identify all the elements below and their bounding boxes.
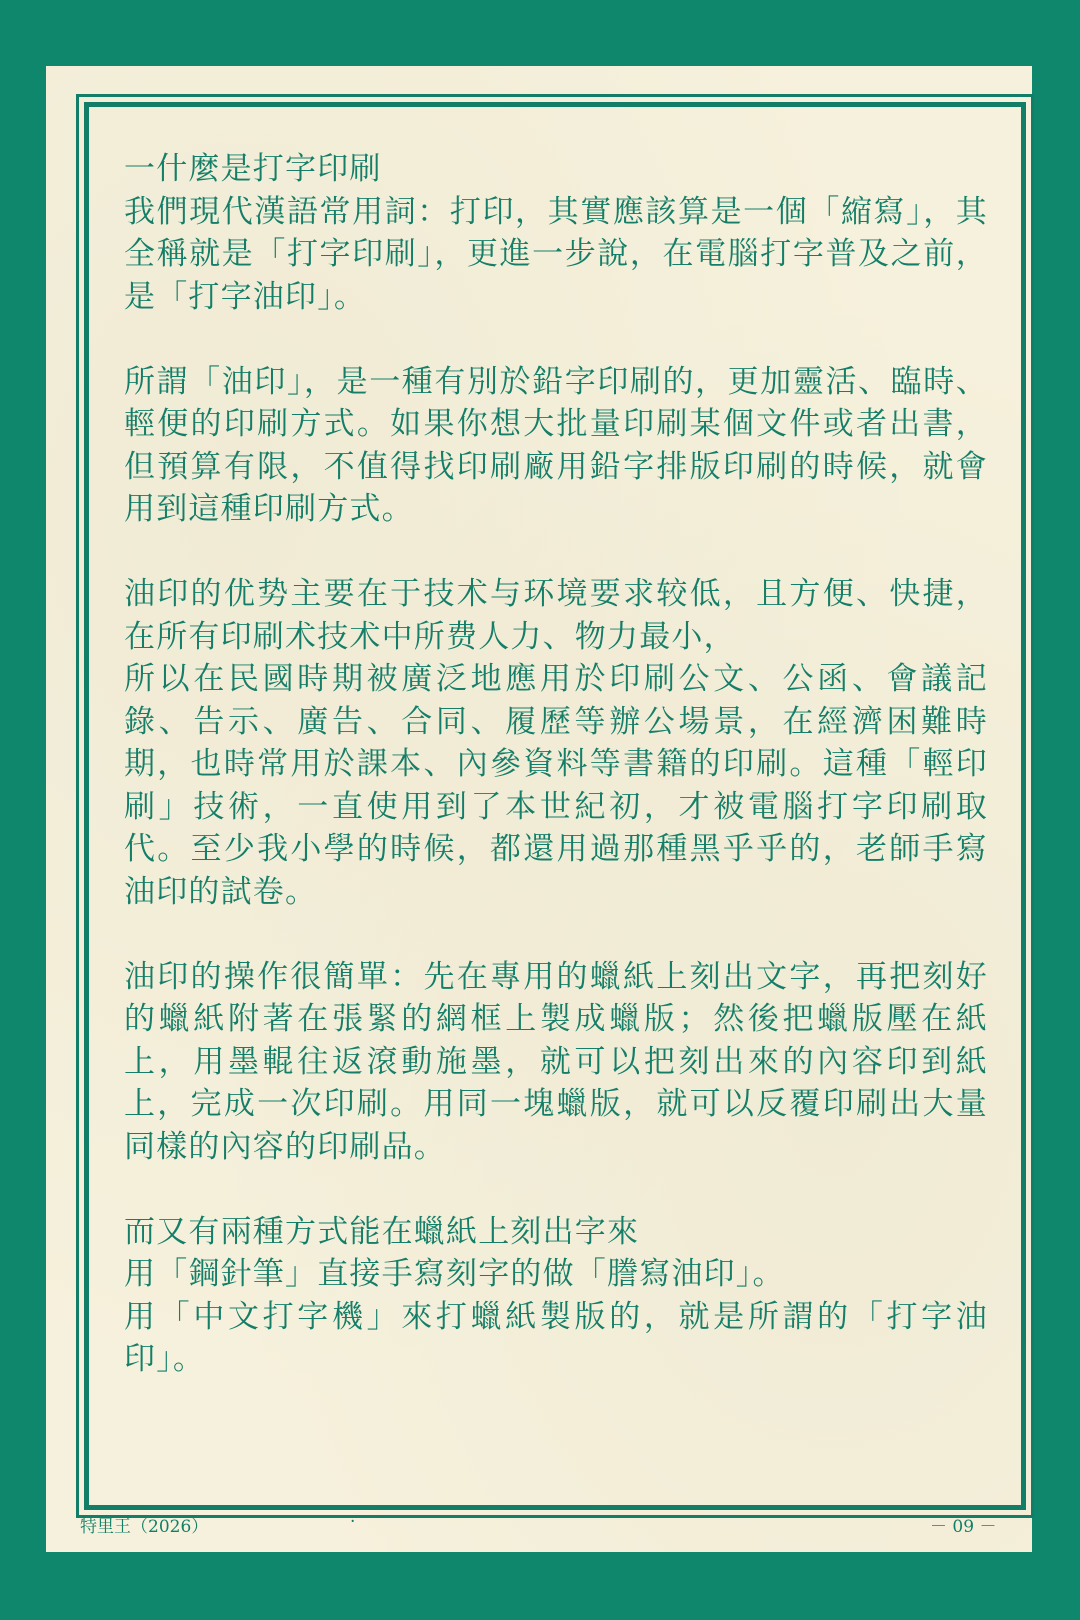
paragraph-line: 用「鋼針筆」直接手寫刻字的做「謄寫油印」。 [124, 1256, 785, 1292]
paragraph [124, 1211, 988, 1381]
article-body [124, 148, 988, 1381]
paragraph-line: 用「中文打字機」來打蠟紙製版的，就是所謂的「打字油印」。 [124, 1298, 988, 1377]
paragraph-line: 我們現代漢語常用詞：打印，其實應該算是一個「縮寫」，其全稱就是「打字印刷」，更進一步說，在電腦打字普及之前，是「打字油印」。 [124, 193, 988, 315]
paragraph [124, 573, 988, 913]
section-title: 一什麼是打字印刷 [124, 151, 382, 187]
paragraph-line: 所謂「油印」，是一種有別於鉛字印刷的，更加靈活、臨時、輕便的印刷方式。如果你想大批量印刷某個文件或者出書，但預算有限，不值得找印刷廠用鉛字排版印刷的時候，就會用到這種印刷方式。 [124, 363, 988, 527]
paragraph [124, 361, 988, 531]
paragraph-line: 而又有兩種方式能在蠟紙上刻出字來 [124, 1213, 640, 1250]
paragraph-line: 油印的优势主要在于技术与环境要求较低，且方便、快捷，在所有印刷术技术中所费人力、物力最小， [124, 576, 988, 655]
footer-author: 特里王（2026） [80, 1517, 209, 1537]
paragraph-line: 所以在民國時期被廣泛地應用於印刷公文、公函、會議記錄、告示、廣告、合同、履歷等辦公場景，在經濟困難時期，也時常用於課本、內參資料等書籍的印刷。這種「輕印刷」技術，一直使用到了本世紀初，才被電腦打字印刷取代。至少我小學的時候，都還用過那種黑乎乎的，老師手寫油印的試卷。 [124, 661, 988, 910]
paragraph-line: 油印的操作很簡單：先在專用的蠟紙上刻出文字，再把刻好的蠟紙附著在張緊的網框上製成蠟版；然後把蠟版壓在紙上，用墨輥往返滾動施墨，就可以把刻出來的內容印到紙上，完成一次印刷。用同一塊蠟版，就可以反覆印刷出大量同樣的內容的印刷品。 [124, 958, 988, 1165]
footer-separator-dot: · [350, 1512, 356, 1532]
paragraph [124, 148, 988, 318]
paragraph [124, 956, 988, 1169]
page-number: － 09 － [930, 1517, 997, 1537]
